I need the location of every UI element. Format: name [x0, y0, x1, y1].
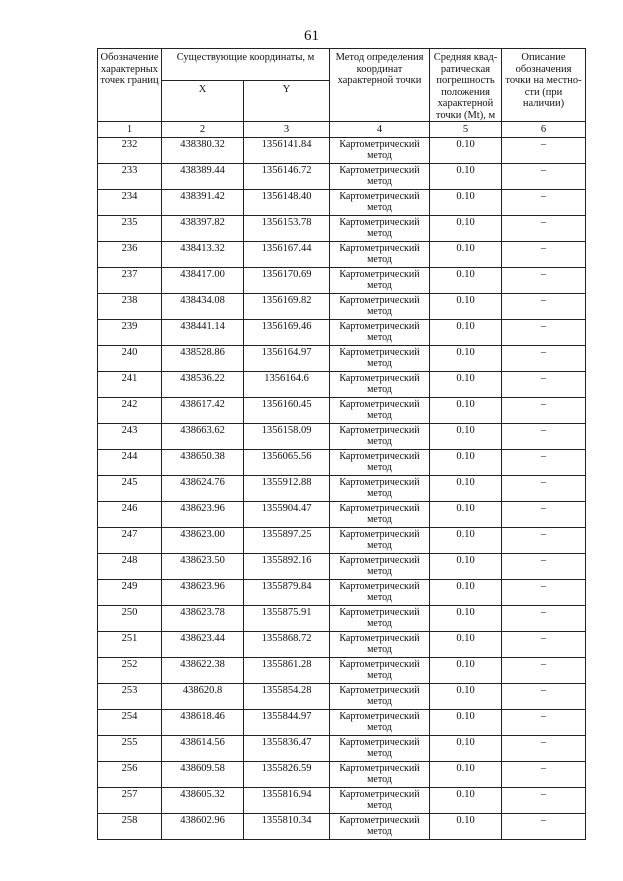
y-coordinate-cell: 1355844.97 — [244, 710, 330, 736]
mean-error-cell: 0.10 — [430, 554, 502, 580]
table-row — [98, 164, 586, 190]
point-cell: 249 — [98, 580, 162, 606]
header-x: X — [162, 81, 244, 122]
page-number: 61 — [304, 28, 319, 44]
point-cell: 258 — [98, 814, 162, 840]
point-cell: 235 — [98, 216, 162, 242]
header-method: Метод определения координат характерной точки — [330, 49, 430, 122]
point-cell: 237 — [98, 268, 162, 294]
description-cell: – — [502, 736, 586, 762]
method-cell: Картометрический метод — [330, 138, 430, 164]
y-coordinate-cell: 1355868.72 — [244, 632, 330, 658]
method-cell: Картометрический метод — [330, 424, 430, 450]
table-row — [98, 658, 586, 684]
x-coordinate-cell: 438389.44 — [162, 164, 244, 190]
y-coordinate-cell: 1355912.88 — [244, 476, 330, 502]
method-cell: Картометрический метод — [330, 762, 430, 788]
point-cell: 247 — [98, 528, 162, 554]
description-cell: – — [502, 346, 586, 372]
table-row — [98, 736, 586, 762]
table-row — [98, 580, 586, 606]
point-cell: 233 — [98, 164, 162, 190]
description-cell: – — [502, 138, 586, 164]
header-point-designation: Обозначение характерных точек границ — [98, 49, 162, 122]
method-cell: Картометрический метод — [330, 710, 430, 736]
y-coordinate-cell: 1356148.40 — [244, 190, 330, 216]
y-coordinate-cell: 1355897.25 — [244, 528, 330, 554]
x-coordinate-cell: 438618.46 — [162, 710, 244, 736]
y-coordinate-cell: 1355904.47 — [244, 502, 330, 528]
description-cell: – — [502, 164, 586, 190]
method-cell: Картометрический метод — [330, 294, 430, 320]
x-coordinate-cell: 438617.42 — [162, 398, 244, 424]
column-number-row — [98, 122, 586, 138]
description-cell: – — [502, 788, 586, 814]
table-row — [98, 424, 586, 450]
x-coordinate-cell: 438413.32 — [162, 242, 244, 268]
point-cell: 252 — [98, 658, 162, 684]
description-cell: – — [502, 476, 586, 502]
table-row — [98, 398, 586, 424]
x-coordinate-cell: 438536.22 — [162, 372, 244, 398]
table-row — [98, 320, 586, 346]
mean-error-cell: 0.10 — [430, 164, 502, 190]
point-cell: 248 — [98, 554, 162, 580]
x-coordinate-cell: 438623.96 — [162, 502, 244, 528]
y-coordinate-cell: 1355861.28 — [244, 658, 330, 684]
table-row — [98, 450, 586, 476]
method-cell: Картометрический метод — [330, 736, 430, 762]
table-row — [98, 762, 586, 788]
column-number: 4 — [330, 122, 430, 138]
header-mean-error: Средняя квад-ратическая погрешность положения характерной точки (Mt), м — [430, 49, 502, 122]
method-cell: Картометрический метод — [330, 372, 430, 398]
y-coordinate-cell: 1356065.56 — [244, 450, 330, 476]
x-coordinate-cell: 438528.86 — [162, 346, 244, 372]
y-coordinate-cell: 1356170.69 — [244, 268, 330, 294]
mean-error-cell: 0.10 — [430, 346, 502, 372]
description-cell: – — [502, 658, 586, 684]
table-row — [98, 346, 586, 372]
point-cell: 239 — [98, 320, 162, 346]
x-coordinate-cell: 438623.00 — [162, 528, 244, 554]
description-cell: – — [502, 268, 586, 294]
table-row — [98, 268, 586, 294]
description-cell: – — [502, 762, 586, 788]
mean-error-cell: 0.10 — [430, 190, 502, 216]
method-cell: Картометрический метод — [330, 658, 430, 684]
y-coordinate-cell: 1355836.47 — [244, 736, 330, 762]
description-cell: – — [502, 320, 586, 346]
x-coordinate-cell: 438623.50 — [162, 554, 244, 580]
description-cell: – — [502, 450, 586, 476]
point-cell: 251 — [98, 632, 162, 658]
description-cell: – — [502, 606, 586, 632]
mean-error-cell: 0.10 — [430, 788, 502, 814]
table-row — [98, 476, 586, 502]
table-row — [98, 606, 586, 632]
method-cell: Картометрический метод — [330, 450, 430, 476]
y-coordinate-cell: 1355892.16 — [244, 554, 330, 580]
method-cell: Картометрический метод — [330, 684, 430, 710]
header-existing-coordinates: Существующие координаты, м — [162, 49, 330, 81]
mean-error-cell: 0.10 — [430, 632, 502, 658]
mean-error-cell: 0.10 — [430, 580, 502, 606]
column-number: 3 — [244, 122, 330, 138]
mean-error-cell: 0.10 — [430, 736, 502, 762]
y-coordinate-cell: 1356167.44 — [244, 242, 330, 268]
method-cell: Картометрический метод — [330, 320, 430, 346]
y-coordinate-cell: 1356141.84 — [244, 138, 330, 164]
y-coordinate-cell: 1355854.28 — [244, 684, 330, 710]
point-cell: 241 — [98, 372, 162, 398]
y-coordinate-cell: 1355879.84 — [244, 580, 330, 606]
column-number: 2 — [162, 122, 244, 138]
point-cell: 242 — [98, 398, 162, 424]
mean-error-cell: 0.10 — [430, 814, 502, 840]
mean-error-cell: 0.10 — [430, 294, 502, 320]
column-number: 6 — [502, 122, 586, 138]
description-cell: – — [502, 398, 586, 424]
x-coordinate-cell: 438391.42 — [162, 190, 244, 216]
y-coordinate-cell: 1355816.94 — [244, 788, 330, 814]
method-cell: Картометрический метод — [330, 190, 430, 216]
description-cell: – — [502, 684, 586, 710]
table-row — [98, 554, 586, 580]
x-coordinate-cell: 438624.76 — [162, 476, 244, 502]
x-coordinate-cell: 438623.78 — [162, 606, 244, 632]
method-cell: Картометрический метод — [330, 398, 430, 424]
y-coordinate-cell: 1355810.34 — [244, 814, 330, 840]
x-coordinate-cell: 438605.32 — [162, 788, 244, 814]
mean-error-cell: 0.10 — [430, 710, 502, 736]
method-cell: Картометрический метод — [330, 632, 430, 658]
table-row — [98, 814, 586, 840]
mean-error-cell: 0.10 — [430, 424, 502, 450]
table-row — [98, 528, 586, 554]
column-number: 5 — [430, 122, 502, 138]
mean-error-cell: 0.10 — [430, 372, 502, 398]
method-cell: Картометрический метод — [330, 580, 430, 606]
method-cell: Картометрический метод — [330, 788, 430, 814]
description-cell: – — [502, 710, 586, 736]
mean-error-cell: 0.10 — [430, 502, 502, 528]
description-cell: – — [502, 294, 586, 320]
point-cell: 245 — [98, 476, 162, 502]
method-cell: Картометрический метод — [330, 242, 430, 268]
description-cell: – — [502, 502, 586, 528]
x-coordinate-cell: 438434.08 — [162, 294, 244, 320]
description-cell: – — [502, 580, 586, 606]
mean-error-cell: 0.10 — [430, 528, 502, 554]
point-cell: 246 — [98, 502, 162, 528]
table-row — [98, 502, 586, 528]
x-coordinate-cell: 438623.96 — [162, 580, 244, 606]
table-row — [98, 138, 586, 164]
description-cell: – — [502, 554, 586, 580]
mean-error-cell: 0.10 — [430, 684, 502, 710]
x-coordinate-cell: 438620.8 — [162, 684, 244, 710]
method-cell: Картометрический метод — [330, 554, 430, 580]
table-row — [98, 216, 586, 242]
y-coordinate-cell: 1356153.78 — [244, 216, 330, 242]
table-row — [98, 710, 586, 736]
y-coordinate-cell: 1356158.09 — [244, 424, 330, 450]
column-number: 1 — [98, 122, 162, 138]
point-cell: 244 — [98, 450, 162, 476]
point-cell: 257 — [98, 788, 162, 814]
x-coordinate-cell: 438614.56 — [162, 736, 244, 762]
x-coordinate-cell: 438441.14 — [162, 320, 244, 346]
coordinates-table — [97, 48, 586, 840]
description-cell: – — [502, 528, 586, 554]
y-coordinate-cell: 1356164.6 — [244, 372, 330, 398]
description-cell: – — [502, 814, 586, 840]
x-coordinate-cell: 438397.82 — [162, 216, 244, 242]
y-coordinate-cell: 1356169.46 — [244, 320, 330, 346]
table-row — [98, 788, 586, 814]
header-description: Описание обозначения точки на местно-сти (при наличии) — [502, 49, 586, 122]
header-y: Y — [244, 81, 330, 122]
description-cell: – — [502, 424, 586, 450]
point-cell: 250 — [98, 606, 162, 632]
method-cell: Картометрический метод — [330, 216, 430, 242]
x-coordinate-cell: 438650.38 — [162, 450, 244, 476]
x-coordinate-cell: 438609.58 — [162, 762, 244, 788]
mean-error-cell: 0.10 — [430, 242, 502, 268]
method-cell: Картометрический метод — [330, 476, 430, 502]
point-cell: 234 — [98, 190, 162, 216]
x-coordinate-cell: 438622.38 — [162, 658, 244, 684]
x-coordinate-cell: 438623.44 — [162, 632, 244, 658]
table-row — [98, 294, 586, 320]
mean-error-cell: 0.10 — [430, 762, 502, 788]
description-cell: – — [502, 632, 586, 658]
table-row — [98, 242, 586, 268]
method-cell: Картометрический метод — [330, 528, 430, 554]
description-cell: – — [502, 242, 586, 268]
y-coordinate-cell: 1356164.97 — [244, 346, 330, 372]
method-cell: Картометрический метод — [330, 814, 430, 840]
mean-error-cell: 0.10 — [430, 216, 502, 242]
mean-error-cell: 0.10 — [430, 320, 502, 346]
description-cell: – — [502, 190, 586, 216]
table-row — [98, 684, 586, 710]
mean-error-cell: 0.10 — [430, 476, 502, 502]
method-cell: Картометрический метод — [330, 346, 430, 372]
method-cell: Картометрический метод — [330, 502, 430, 528]
y-coordinate-cell: 1356146.72 — [244, 164, 330, 190]
mean-error-cell: 0.10 — [430, 450, 502, 476]
mean-error-cell: 0.10 — [430, 268, 502, 294]
point-cell: 236 — [98, 242, 162, 268]
y-coordinate-cell: 1355826.59 — [244, 762, 330, 788]
point-cell: 232 — [98, 138, 162, 164]
mean-error-cell: 0.10 — [430, 658, 502, 684]
point-cell: 255 — [98, 736, 162, 762]
y-coordinate-cell: 1356169.82 — [244, 294, 330, 320]
mean-error-cell: 0.10 — [430, 138, 502, 164]
y-coordinate-cell: 1356160.45 — [244, 398, 330, 424]
x-coordinate-cell: 438602.96 — [162, 814, 244, 840]
point-cell: 256 — [98, 762, 162, 788]
method-cell: Картометрический метод — [330, 164, 430, 190]
table-row — [98, 632, 586, 658]
mean-error-cell: 0.10 — [430, 606, 502, 632]
y-coordinate-cell: 1355875.91 — [244, 606, 330, 632]
table-row — [98, 372, 586, 398]
point-cell: 253 — [98, 684, 162, 710]
x-coordinate-cell: 438380.32 — [162, 138, 244, 164]
x-coordinate-cell: 438663.62 — [162, 424, 244, 450]
method-cell: Картометрический метод — [330, 268, 430, 294]
point-cell: 238 — [98, 294, 162, 320]
mean-error-cell: 0.10 — [430, 398, 502, 424]
point-cell: 254 — [98, 710, 162, 736]
method-cell: Картометрический метод — [330, 606, 430, 632]
x-coordinate-cell: 438417.00 — [162, 268, 244, 294]
description-cell: – — [502, 372, 586, 398]
point-cell: 243 — [98, 424, 162, 450]
description-cell: – — [502, 216, 586, 242]
point-cell: 240 — [98, 346, 162, 372]
table-row — [98, 190, 586, 216]
